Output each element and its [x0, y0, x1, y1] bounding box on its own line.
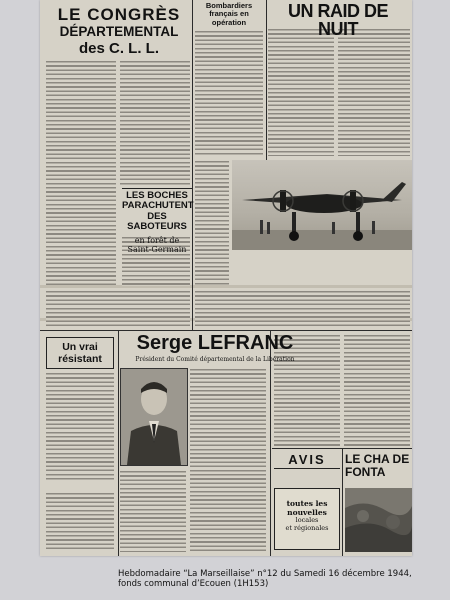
article-text: [344, 334, 410, 446]
ad-line3: et régionales: [285, 523, 329, 532]
fold-line: [40, 285, 412, 288]
article-text: [195, 160, 229, 285]
boches-headline: [122, 188, 192, 254]
ad-line1: toutes les nouvelles: [286, 499, 328, 517]
news-advertisement: [274, 488, 340, 550]
serge-lefranc-subhead: Président du Comité départemental de la Libération: [135, 356, 295, 363]
bomber-aircraft-icon: [232, 160, 412, 250]
raid-headline: UN RAID DE NUIT: [287, 1, 388, 39]
bomber-photo: [232, 160, 412, 250]
landscape-photo: [345, 488, 412, 552]
column-rule: [192, 0, 193, 330]
column-rule: [342, 448, 343, 556]
bombardiers-headline: Bombardiers français en opération: [205, 1, 253, 27]
article-text: [46, 290, 190, 328]
article-text: [46, 372, 114, 480]
portrait-photo: [120, 368, 188, 466]
avis-headline: AVIS: [274, 453, 340, 469]
column-rule: [266, 0, 267, 160]
column-rule: [270, 330, 271, 556]
ad-line2: locales: [295, 516, 319, 524]
article-text: [268, 28, 334, 156]
chant-fontaine-headline: LE CHA DE FONTA: [345, 452, 410, 479]
vrai-resistant-headline: Un vrai résistant: [46, 337, 114, 369]
image-caption: [118, 570, 448, 590]
article-text: [195, 290, 410, 328]
portrait-person-icon: [121, 369, 187, 465]
article-text: [120, 60, 190, 185]
section-rule: [40, 330, 412, 331]
article-text: [190, 368, 266, 552]
serge-lefranc-headline: Serge LEFRANC: [136, 332, 294, 354]
article-text: [338, 28, 410, 156]
boches-subhead: en forêt de Saint-Germain: [127, 235, 187, 254]
boches-headline-title: LES BOCHES PARACHUTENT DES SABOTEURS: [122, 190, 194, 233]
congres-headline-line2: DÉPARTEMENTAL: [59, 24, 179, 39]
article-text: [195, 30, 263, 155]
article-text: [120, 470, 186, 552]
congres-headline: [46, 6, 192, 56]
caption-line1: Hebdomadaire “La Marseillaise” n°12 du Samedi 16 décembre 1944,: [118, 569, 412, 579]
column-rule: [118, 330, 119, 556]
section-rule: [272, 448, 412, 449]
landscape-scene-icon: [345, 488, 412, 552]
congres-headline-line3: des C. L. L.: [78, 39, 159, 57]
article-text: [46, 60, 116, 285]
article-text: [46, 492, 114, 552]
caption-line2: fonds communal d’Ecouen (1H153): [118, 578, 269, 589]
congres-headline-line1: LE CONGRÈS: [57, 5, 181, 24]
newspaper-page: [40, 0, 412, 556]
